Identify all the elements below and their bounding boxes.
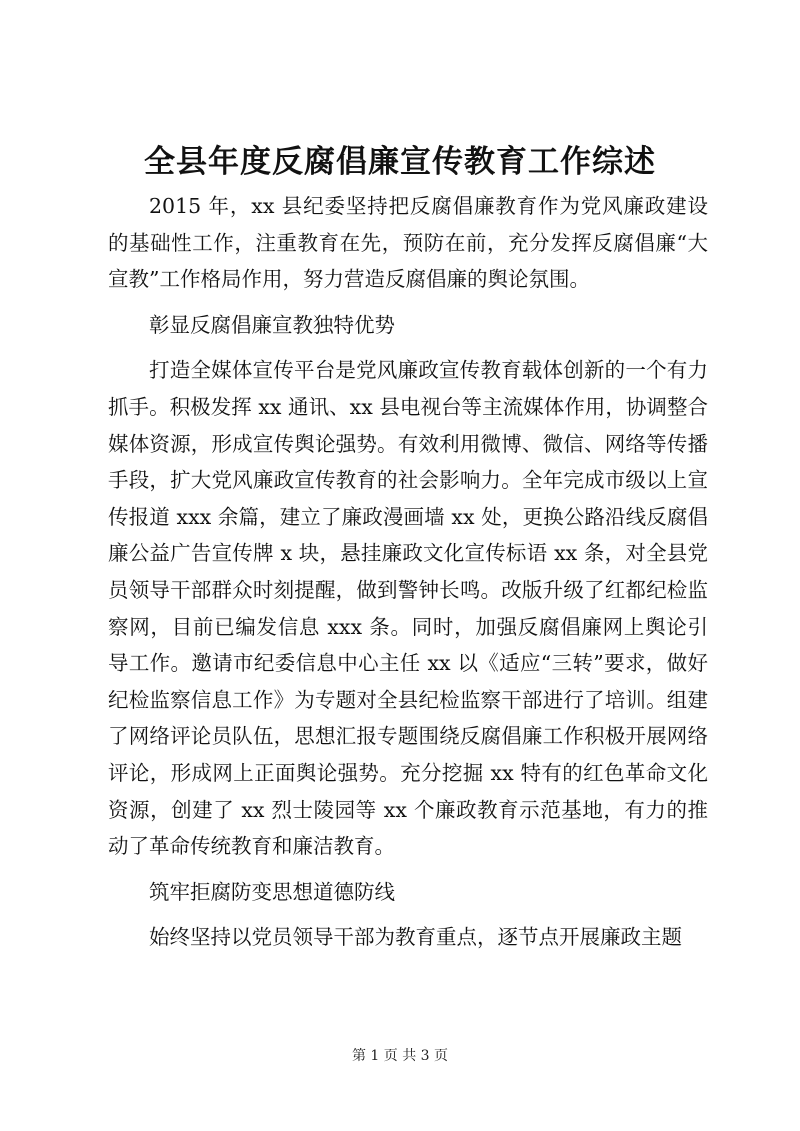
document-body: [108, 188, 708, 956]
document-title: 全县年度反腐倡廉宣传教育工作综述: [144, 144, 656, 180]
section-2-paragraph: 始终坚持以党员领导干部为教育重点，逐节点开展廉政主题: [149, 925, 682, 950]
intro-paragraph: 2015 年，xx 县纪委坚持把反腐倡廉教育作为党风廉政建设的基础性工作，注重教育在先，预防在前，充分发挥反腐倡廉“大宣教”工作格局作用，努力营造反腐倡廉的舆论氛围。: [108, 194, 708, 292]
section-1-paragraph: 打造全媒体宣传平台是党风廉政宣传教育载体创新的一个有力抓手。积极发挥 xx 通讯、xx 县电视台等主流媒体作用，协调整合媒体资源，形成宣传舆论强势。有效利用微博、微信、网络等传播手段，扩大党风廉政宣传教育的社会影响力。全年完成市级以上宣传报道 xxx 余篇，建立了廉政漫画墙 xx 处，更换公路沿线反腐倡廉公益广告宣传牌 x 块，悬挂廉政文化宣传标语 xx 条，对全县党员领导干部群众时刻提醒，做到警钟长鸣。改版升级了红都纪检监察网，目前已编发信息 xxx 条。同时，加强反腐倡廉网上舆论引导工作。邀请市纪委信息中心主任 xx 以《适应“三转”要求，做好纪检监察信息工作》为专题对全县纪检监察干部进行了培训。组建了网络评论员队伍，思想汇报专题围绕反腐倡廉工作积极开展网络评论，形成网上正面舆论强势。充分挖掘 xx 特有的红色革命文化资源，创建了 xx 烈士陵园等 xx 个廉政教育示范基地，有力的推动了革命传统教育和廉洁教育。: [108, 358, 708, 859]
page-number-footer: 第 1 页 共 3 页: [351, 1048, 449, 1064]
section-heading-2: 筑牢拒腐防变思想道德防线: [149, 879, 395, 904]
section-heading-1: 彰显反腐倡廉宣教独特优势: [149, 312, 395, 337]
